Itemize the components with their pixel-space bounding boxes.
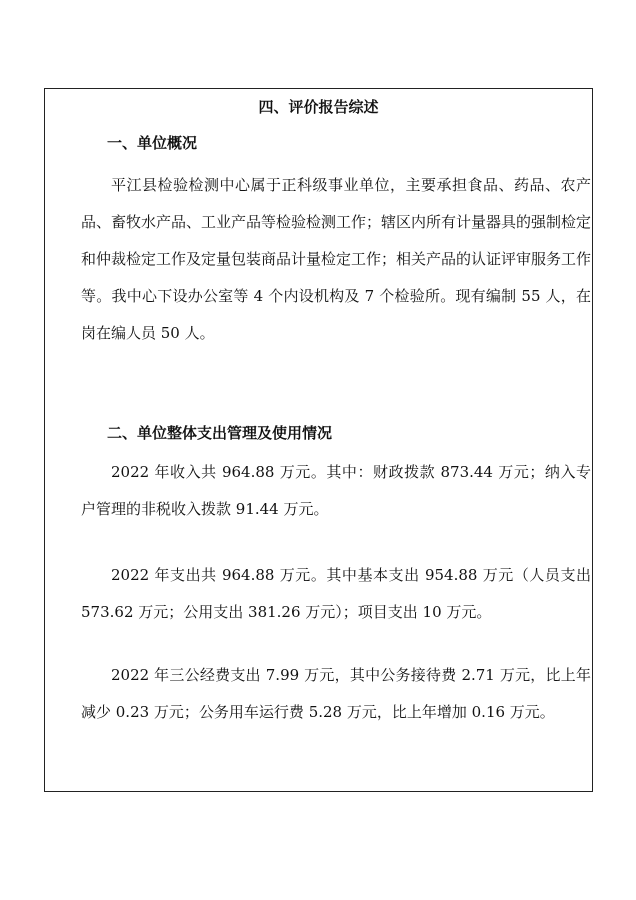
- paragraph-unit-overview: 平江县检验检测中心属于正科级事业单位，主要承担食品、药品、农产品、畜牧水产品、工业产品等检验检测工作；辖区内所有计量器具的强制检定和仲裁检定工作及定量包装商品计量检定工作；相关产品的认证评审服务工作等。我中心下设办公室等 4 个内设机构及 7 个检验所。现有编制 55 人，在岗在编人员 50 人。: [81, 176, 592, 342]
- heading-expenditure-management: 二、单位整体支出管理及使用情况: [107, 424, 333, 442]
- report-frame: [44, 88, 593, 792]
- heading-unit-overview: 一、单位概况: [107, 134, 198, 152]
- paragraph-expenditure: 2022 年支出共 964.88 万元。其中基本支出 954.88 万元（人员支出 573.62 万元；公用支出 381.26 万元）；项目支出 10 万元。: [81, 566, 591, 621]
- paragraph-three-public-expenses: 2022 年三公经费支出 7.99 万元，其中公务接待费 2.71 万元，比上年减少 0.23 万元；公务用车运行费 5.28 万元，比上年增加 0.16 万元。: [81, 666, 591, 721]
- paragraph-income: 2022 年收入共 964.88 万元。其中：财政拨款 873.44 万元；纳入专户管理的非税收入拨款 91.44 万元。: [81, 463, 591, 518]
- section-title: 四、评价报告综述: [258, 98, 379, 116]
